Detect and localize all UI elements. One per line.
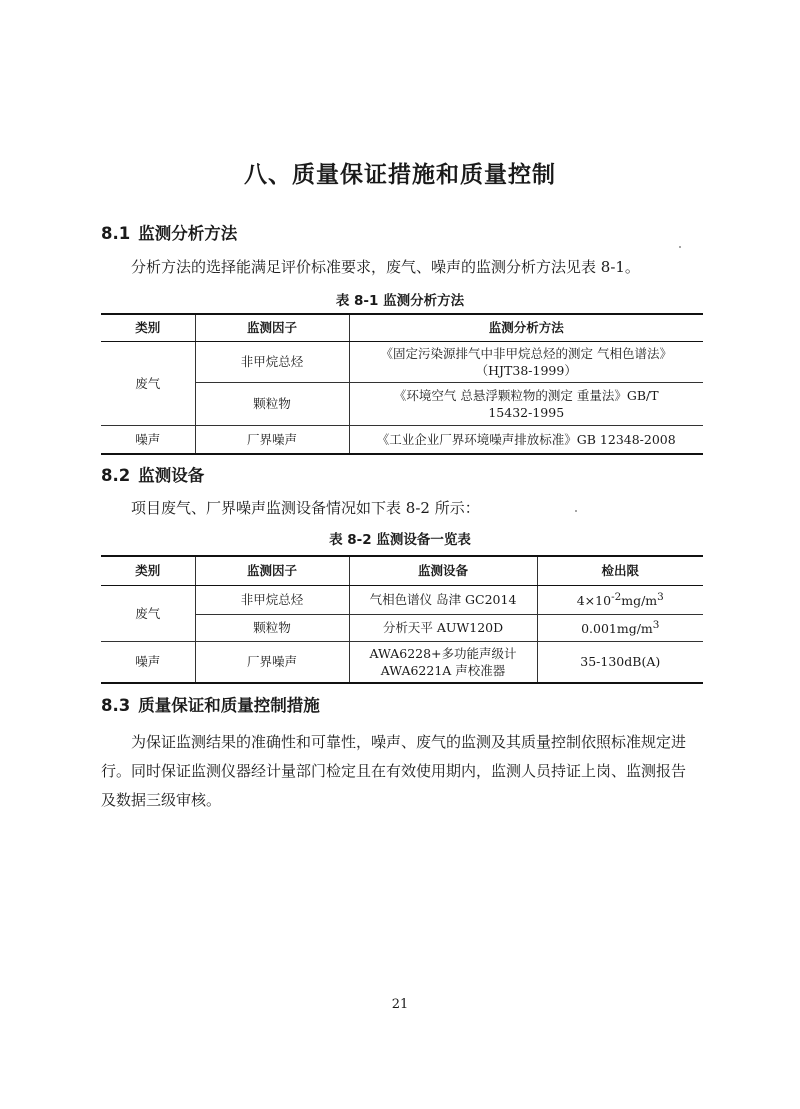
section-number: 8.2	[101, 466, 131, 485]
method-line: 15432-1995	[488, 404, 565, 420]
factor-cell: 非甲烷总烃	[195, 341, 349, 382]
column-header: 类别	[101, 314, 195, 341]
category-cell: 噪声	[101, 641, 195, 683]
table-row	[101, 641, 703, 683]
column-header: 监测因子	[195, 556, 349, 585]
method-cell	[349, 382, 703, 425]
limit-unit: mg/m	[621, 593, 658, 609]
column-header: 监测因子	[195, 314, 349, 341]
method-cell: 《工业企业厂界环境噪声排放标准》GB 12348-2008	[349, 425, 703, 454]
table-row	[101, 425, 703, 454]
page-number: 21	[391, 997, 409, 1012]
factor-cell: 厂界噪声	[195, 641, 349, 683]
limit-base: 0.001mg/m	[581, 621, 653, 637]
device-line: AWA6228+多功能声级计	[369, 645, 517, 661]
limit-cell: 35-130dB(A)	[537, 641, 703, 683]
section-heading-8-2	[101, 462, 204, 486]
column-header: 监测设备	[349, 556, 537, 585]
section-number: 8.1	[101, 224, 131, 243]
factor-cell: 厂界噪声	[195, 425, 349, 454]
section-heading-8-3	[101, 692, 320, 716]
device-cell: 分析天平 AUW120D	[349, 614, 537, 641]
scan-speck	[679, 246, 681, 248]
method-line: （HJT38-1999）	[475, 362, 577, 378]
device-cell	[349, 641, 537, 683]
section-title: 监测分析方法	[138, 224, 238, 243]
section-intro: 项目废气、厂界噪声监测设备情况如下表 8-2 所示：	[131, 499, 480, 517]
column-header: 检出限	[537, 556, 703, 585]
section-title: 质量保证和质量控制措施	[138, 696, 320, 715]
method-cell	[349, 341, 703, 382]
category-cell: 废气	[101, 341, 195, 425]
factor-cell: 颗粒物	[195, 614, 349, 641]
limit-cell	[537, 614, 703, 641]
column-header: 监测分析方法	[349, 314, 703, 341]
section-intro: 分析方法的选择能满足评价标准要求，废气、噪声的监测分析方法见表 8-1。	[131, 258, 640, 276]
limit-exponent: -2	[611, 591, 622, 604]
column-header: 类别	[101, 556, 195, 585]
page-title: 八、质量保证措施和质量控制	[244, 162, 556, 188]
table-row	[101, 341, 703, 382]
factor-cell: 颗粒物	[195, 382, 349, 425]
section-number: 8.3	[101, 696, 131, 715]
table-caption: 表 8-1 监测分析方法	[335, 293, 465, 309]
device-line: AWA6221A 声校准器	[380, 662, 506, 678]
limit-base: 4×10	[576, 593, 612, 609]
factor-cell: 非甲烷总烃	[195, 585, 349, 614]
monitoring-equipment-table	[101, 555, 703, 684]
analysis-methods-table	[101, 313, 703, 455]
category-cell: 噪声	[101, 425, 195, 454]
table-caption: 表 8-2 监测设备一览表	[329, 532, 471, 548]
section-heading-8-1	[101, 220, 237, 244]
category-cell: 废气	[101, 585, 195, 641]
limit-exponent: 3	[652, 619, 660, 632]
limit-cell	[537, 585, 703, 614]
limit-unit-exponent: 3	[657, 591, 664, 604]
section-body: 为保证监测结果的准确性和可靠性，噪声、废气的监测及其质量控制依照标准规定进行。同时保证监测仪器经计量部门检定且在有效使用期内，监测人员持证上岗、监测报告及数据三级审核。	[101, 733, 687, 809]
method-line: 《固定污染源排气中非甲烷总烃的测定 气相色谱法》	[380, 345, 672, 361]
section-title: 监测设备	[138, 466, 205, 485]
device-cell: 气相色谱仪 岛津 GC2014	[349, 585, 537, 614]
method-line: 《环境空气 总悬浮颗粒物的测定 重量法》GB/T	[393, 387, 659, 403]
table-row	[101, 585, 703, 614]
